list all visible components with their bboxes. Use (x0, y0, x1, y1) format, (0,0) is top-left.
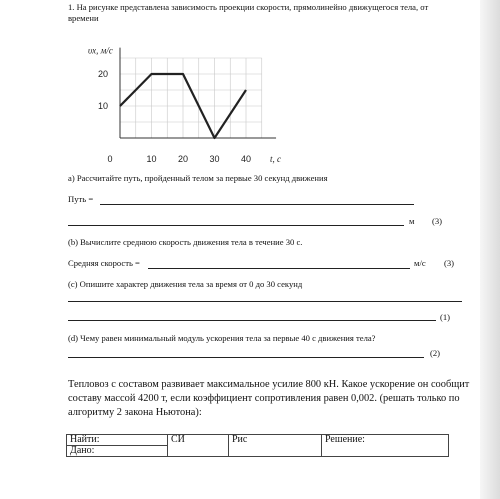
x-tick-label: 20 (177, 154, 189, 164)
answer-line-a2-end (380, 225, 404, 226)
solution-table (66, 434, 449, 457)
question-d-points: (2) (430, 348, 441, 358)
answer-line-a2[interactable] (68, 225, 404, 226)
x-tick-label: 30 (209, 154, 220, 164)
answer-line-c1[interactable] (68, 301, 462, 302)
x-tick-label: 0 (107, 154, 113, 164)
x-tick-label: 10 (146, 154, 157, 164)
y-tick-label: 10 (97, 101, 108, 111)
question-c-text: (c) Опишите характер движения тела за время от 0 до 30 секунд (68, 279, 303, 289)
question-a-points: (3) (432, 216, 443, 226)
question-a-unit: м (409, 216, 415, 226)
question-a-text: а) Рассчитайте путь, пройденный телом за первые 30 секунд движения (68, 173, 328, 183)
given-cell[interactable]: Дано: (67, 446, 168, 457)
page-edge-shadow (480, 0, 500, 499)
velocity-time-chart (72, 36, 332, 166)
answer-line-c2[interactable] (68, 320, 436, 321)
question-b-answer-label: Средняя скорость = (68, 258, 140, 268)
question-a-answer-label: Путь = (68, 194, 94, 204)
y-axis-label: υx, м/с (88, 45, 113, 56)
problem-1-title: 1. На рисунке представлена зависимость проекции скорости, прямолинейно движущегося тела, от (68, 2, 429, 12)
problem-1-title-cont: времени (68, 13, 99, 23)
answer-line-a1[interactable] (100, 204, 414, 205)
x-tick-label: 40 (240, 154, 252, 164)
question-b-unit: м/с (414, 258, 426, 268)
find-cell[interactable]: Найти: (67, 435, 168, 446)
solution-column[interactable]: Решение: (322, 435, 449, 457)
answer-line-d[interactable] (68, 357, 424, 358)
question-d-text: (d) Чему равен минимальный модуль ускорения тела за первые 40 с движения тела? (68, 333, 376, 343)
answer-line-b[interactable] (148, 268, 410, 269)
problem-2-text: Тепловоз с составом развивает максимальное усилие 800 кН. Какое ускорение он сообщит составу массой 4200 т, если коэффициент сопротивления равен 0,002. (решать только по алгоритму 2 закона Ньютона): (68, 379, 470, 418)
x-axis-label: t, с (270, 154, 282, 164)
figure-column[interactable]: Рис (229, 435, 322, 457)
y-tick-label: 20 (97, 69, 108, 79)
question-b-text: (b) Вычислите среднюю скорость движения тела в течение 30 с. (68, 237, 303, 247)
si-column[interactable]: СИ (168, 435, 229, 457)
question-c-points: (1) (440, 312, 451, 322)
question-b-points: (3) (444, 258, 455, 268)
chart-svg (72, 36, 332, 166)
